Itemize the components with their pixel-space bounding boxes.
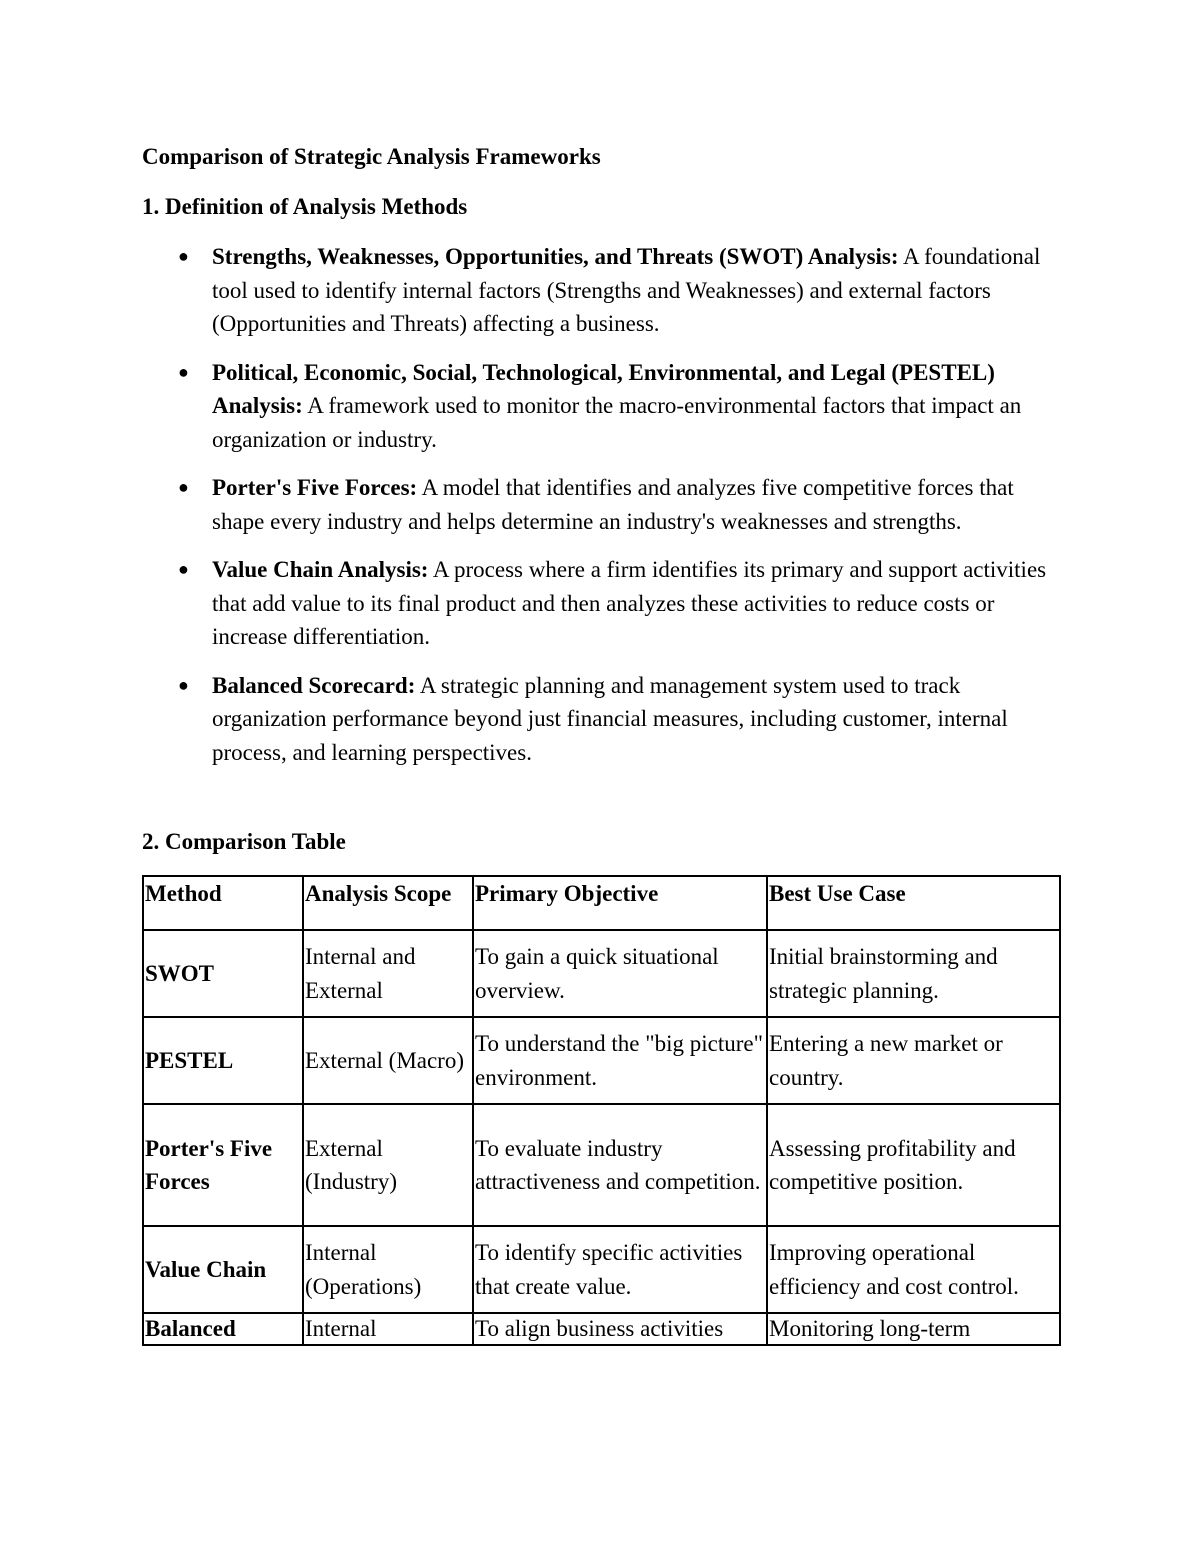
method-cell: Porter's Five Forces xyxy=(143,1104,303,1226)
use-case-cell: Initial brainstorming and strategic planning. xyxy=(767,930,1060,1017)
scope-cell: Internal (Operations) xyxy=(303,1226,473,1313)
objective-cell: To understand the "big picture" environment. xyxy=(473,1017,767,1104)
definition-text: A framework used to monitor the macro-environmental factors that impact an organization or industry. xyxy=(212,393,1022,452)
definition-term: Strengths, Weaknesses, Opportunities, and Threats (SWOT) Analysis: xyxy=(212,244,899,269)
bullet-icon: ● xyxy=(178,477,189,497)
scope-cell: Internal and External xyxy=(303,930,473,1017)
definition-term: Porter's Five Forces: xyxy=(212,475,418,500)
list-item xyxy=(142,240,1062,341)
document-page xyxy=(142,140,1062,1346)
method-cell: PESTEL xyxy=(143,1017,303,1104)
bullet-icon: ● xyxy=(178,246,189,266)
definition-term: Value Chain Analysis: xyxy=(212,557,429,582)
list-item xyxy=(142,553,1062,654)
definition-text: A model that identifies and analyzes five competitive forces that shape every industry and helps determine an industry's weaknesses and strengths. xyxy=(212,475,1014,534)
method-cell: Value Chain xyxy=(143,1226,303,1313)
table-row xyxy=(143,1226,1060,1313)
definitions-list xyxy=(142,240,1062,769)
list-item xyxy=(142,669,1062,770)
definition-text: A foundational tool used to identify internal factors (Strengths and Weaknesses) and external factors (Opportunities and Threats) affecting a business. xyxy=(212,244,1041,336)
definition-term: Balanced Scorecard: xyxy=(212,672,416,698)
bullet-icon: ● xyxy=(178,674,189,695)
objective-cell: To gain a quick situational overview. xyxy=(473,930,767,1017)
use-case-cell: Entering a new market or country. xyxy=(767,1017,1060,1104)
comparison-table xyxy=(142,875,1061,1346)
section-heading-comparison: 2. Comparison Table xyxy=(142,829,346,854)
scope-cell: Internal xyxy=(303,1313,473,1345)
definition-text: A strategic planning and management system used to track organization performance beyond just financial measures, including customer, internal process, and learning perspectives. xyxy=(212,672,1008,765)
column-header-use-case: Best Use Case xyxy=(767,876,1060,930)
document-title: Comparison of Strategic Analysis Frameworks xyxy=(142,144,601,169)
method-cell: SWOT xyxy=(143,930,303,1017)
definition-term: Political, Economic, Social, Technological, Environmental, and Legal (PESTEL) Analysis: xyxy=(212,359,995,418)
scope-cell: External (Macro) xyxy=(303,1017,473,1104)
use-case-cell: Improving operational efficiency and cost control. xyxy=(767,1226,1060,1313)
bullet-icon: ● xyxy=(178,559,189,579)
objective-cell: To evaluate industry attractiveness and competition. xyxy=(473,1104,767,1226)
use-case-cell: Monitoring long-term xyxy=(767,1313,1060,1345)
column-header-method: Method xyxy=(143,876,303,930)
column-header-scope: Analysis Scope xyxy=(303,876,473,930)
bullet-icon: ● xyxy=(178,361,189,382)
objective-cell: To align business activities xyxy=(473,1313,767,1345)
table-row xyxy=(143,1313,1060,1345)
scope-cell: External (Industry) xyxy=(303,1104,473,1226)
table-row xyxy=(143,1017,1060,1104)
use-case-cell: Assessing profitability and competitive position. xyxy=(767,1104,1060,1226)
table-header-row xyxy=(143,876,1060,930)
list-item xyxy=(142,471,1062,538)
method-cell: Balanced xyxy=(143,1313,303,1345)
list-item xyxy=(142,356,1062,457)
definition-text: A process where a firm identifies its primary and support activities that add value to its final product and then analyzes these activities to reduce costs or increase differentiation. xyxy=(212,557,1047,649)
column-header-objective: Primary Objective xyxy=(473,876,767,930)
spacer xyxy=(142,784,1062,825)
section-heading-definitions: 1. Definition of Analysis Methods xyxy=(142,194,468,219)
table-row xyxy=(143,930,1060,1017)
objective-cell: To identify specific activities that create value. xyxy=(473,1226,767,1313)
table-row xyxy=(143,1104,1060,1226)
